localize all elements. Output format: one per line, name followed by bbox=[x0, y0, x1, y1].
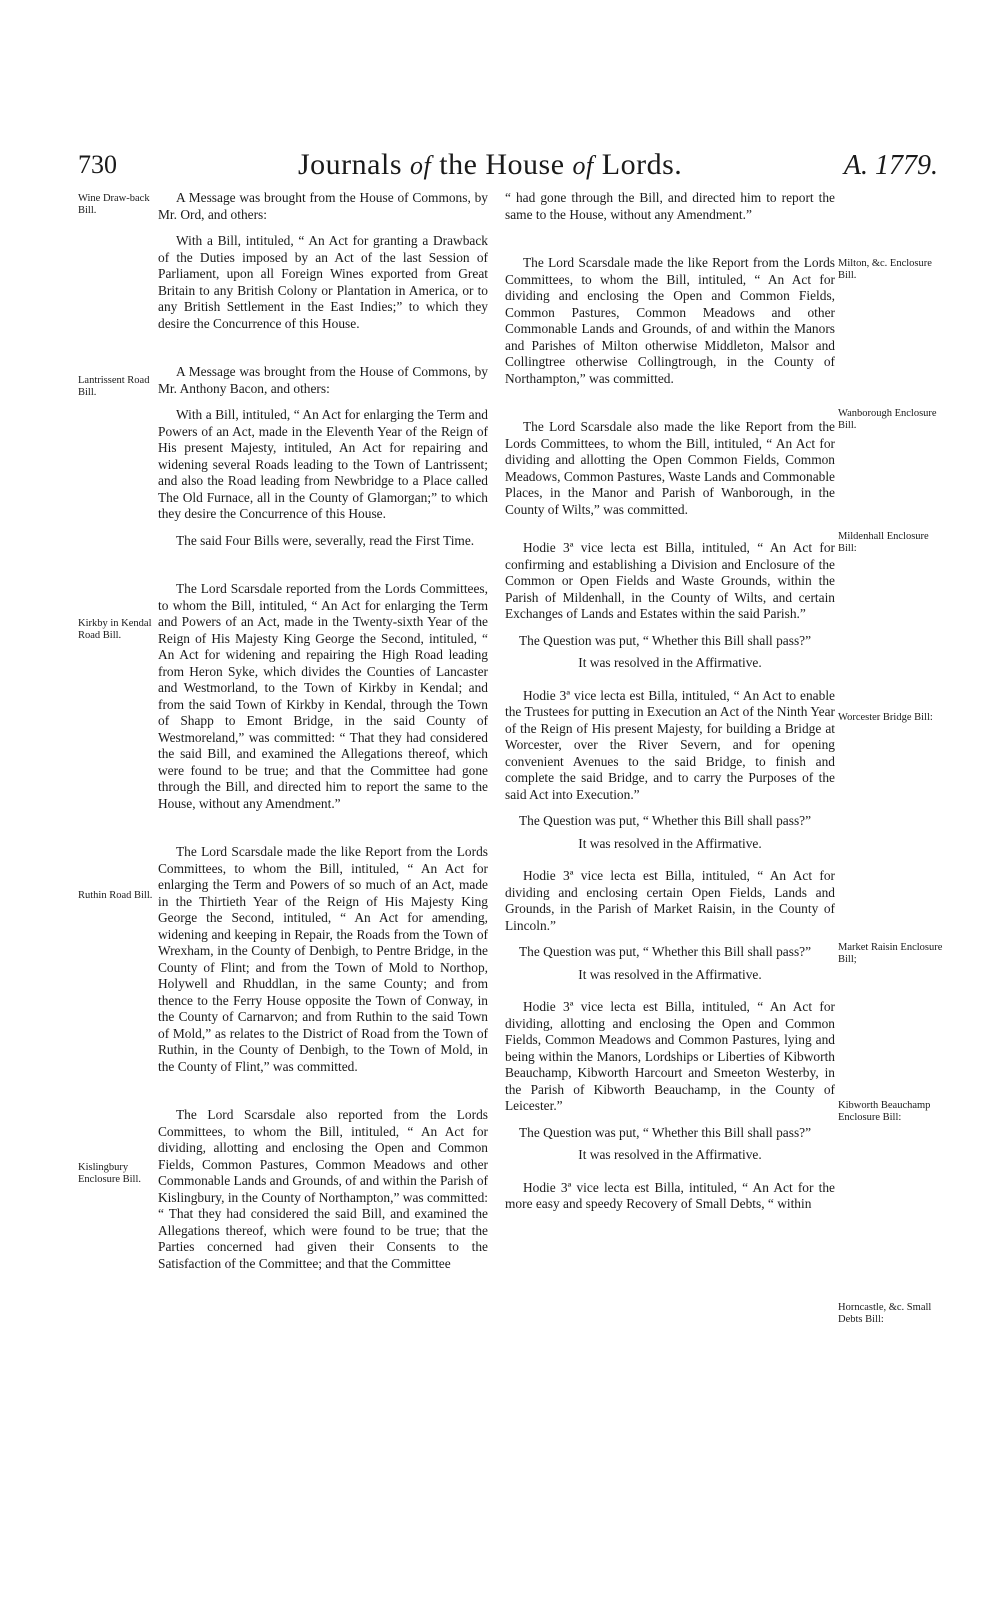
resolution-line: It was resolved in the Affirmative. bbox=[578, 655, 762, 670]
margin-note-kibworth: Kibworth Beauchamp Enclosure Bill: bbox=[838, 1100, 931, 1123]
right-column bbox=[505, 190, 835, 1223]
paragraph: With a Bill, intituled, “ An Act for granting a Drawback of the Duties imposed by an Act of the last Session of Parliament, upon all Foreign Wines exported from Great Britain to any British Colony or Plantation in America, or to any British Settlement in the East Indies;” to which they desire the Concurrence of this House. bbox=[158, 233, 488, 331]
paragraph: The Lord Scarsdale reported from the Lords Committees, to whom the Bill, intituled, “ An Act for enlarging the Term and Powers of an Act, made in the Twenty-sixth Year of the Reign of His Majesty King George the Second, intituled, “ An Act for widening and repairing the High Road leading from Heron Syke, which divides the Counties of Lancaster and Westmorland, to the Town of Kirkby in Kendal; and from the said Town of Kirkby in Kendal, through the Town of Shapp to Emont Bridge, in the said County of Westmoreland,” was committed: “ That they had considered the said Bill, and examined the Allegations thereof, which were found to be true; and that the Committee had gone through the Bill, and directed him to report the same to the House, without any Amendment.” bbox=[158, 581, 488, 811]
paragraph: Hodie 3ª vice lecta est Billa, intituled, “ An Act to enable the Trustees for putting in Execution an Act of the Ninth Year of the Reign of His present Majesty, for building a Bridge at Worcester, over the River Severn, and for opening convenient Avenues to the said Bridge, to finish and complete the said Bridge, and to carry the Purposes of the said Act into Execution.” bbox=[505, 687, 835, 802]
margin-note-mildenhall: Mildenhall Enclosure Bill: bbox=[838, 531, 929, 554]
question-line: The Question was put, “ Whether this Bill shall pass?” bbox=[519, 632, 812, 648]
margin-note-wine: Wine Draw-back Bill. bbox=[78, 193, 150, 216]
page-title: Journals of the House of Lords. bbox=[298, 148, 683, 181]
paragraph: A Message was brought from the House of Commons, by Mr. Ord, and others: bbox=[158, 190, 488, 222]
paragraph: “ had gone through the Bill, and directed him to report the same to the House, without any Amendment.” bbox=[505, 190, 835, 222]
paragraph: The said Four Bills were, severally, read the First Time. bbox=[176, 532, 475, 548]
margin-note-kirkby: Kirkby in Kendal Road Bill. bbox=[78, 618, 152, 641]
question-line: The Question was put, “ Whether this Bill shall pass?” bbox=[519, 813, 812, 828]
paragraph: With a Bill, intituled, “ An Act for enlarging the Term and Powers of an Act, made in the Eleventh Year of the Reign of His present Majesty, intituled, An Act for repairing and widening several Roads leading to the Town of Lantrissent; and also the Road leading from Newbridge to a Place called The Old Furnace, all in the County of Glamorgan;” to which they desire the Concurrence of this House. bbox=[158, 407, 488, 521]
page-header bbox=[78, 150, 938, 190]
journal-year: A. 1779. bbox=[843, 150, 938, 181]
margin-note-kislingbury: Kislingbury Enclosure Bill. bbox=[78, 1162, 141, 1185]
resolution-line: It was resolved in the Affirmative. bbox=[578, 966, 762, 982]
paragraph: Hodie 3ª vice lecta est Billa, intituled, “ An Act for dividing, allotting and enclosing the Open and Common Fields, Common Meadows and Common Pastures, lying and being within the Manors, Lordships or Liberties of Kibworth Beauchamp, Kibworth Harcourt and Smeeton Westerby, in the Parish of Kibworth Beauchamp, in the County of Leicester.” bbox=[505, 999, 835, 1113]
paragraph: A Message was brought from the House of Commons, by Mr. Anthony Bacon, and others: bbox=[158, 364, 488, 396]
paragraph: The Lord Scarsdale also reported from the Lords Committees, to whom the Bill, intituled, “ An Act for dividing, allotting and enclosing the Open and Common Fields, Common Pastures, Common Meadows and other Commonable Lands and Grounds, of and within the Parish of Kislingbury, in the County of Northampton,” was committed: “ That they had considered the said Bill, and examined the Allegations thereof, which were found to be true; that the Parties concerned had given their Consents to the Satisfaction of the Committee; and that the Committee bbox=[158, 1107, 488, 1271]
margin-note-milton: Milton, &c. Enclosure Bill. bbox=[838, 258, 932, 281]
resolution-line: It was resolved in the Affirmative. bbox=[578, 1147, 762, 1162]
paragraph: Hodie 3ª vice lecta est Billa, intituled, “ An Act for dividing and enclosing certain Open Fields, Lands and Grounds, in the Parish of Market Raisin, in the County of Lincoln.” bbox=[505, 868, 835, 933]
resolution-line: It was resolved in the Affirmative. bbox=[578, 835, 762, 851]
paragraph: The Lord Scarsdale made the like Report from the Lords Committees, to whom the Bill, intituled, “ An Act for enlarging the Term and Powers of so much of an Act, made in the Thirtieth Year of the Reign of His Majesty King George the Second, intituled, “ An Act for amending, widening and keeping in Repair, the Roads from the Town of Wrexham, in the County of Denbigh, to Pentre Bridge, in the County of Flint; and from the Town of Mold to Northop, Holywell and Rhuddlan, in the same County; and from thence to the Ferry House opposite the Town of Conway, in the County of Carnarvon; and from Ruthin to the said Town of Mold,” as relates to the District of Road from the Town of Ruthin, in the County of Denbigh, to the Town of Mold, in the County of Flint,” was committed. bbox=[158, 844, 488, 1074]
paragraph: Hodie 3ª vice lecta est Billa, intituled, “ An Act for the more easy and speedy Recovery of Small Debts, “ within bbox=[505, 1179, 835, 1211]
paragraph: The Lord Scarsdale also made the like Report from the Lords Committees, to whom the Bill, intituled, “ An Act for dividing and allotting the Open Common Fields, Common Meadows, Common Pastures, Waste Lands and Commonable Places, in the Manor and Parish of Wanborough, in the County of Wilts,” was committed. bbox=[505, 419, 835, 517]
question-line: The Question was put, “ Whether this Bill shall pass?” bbox=[519, 944, 812, 959]
page-number: 730 bbox=[78, 150, 117, 179]
paragraph: Hodie 3ª vice lecta est Billa, intituled, “ An Act for confirming and establishing a Division and Enclosure of the Common or Open Fields and Waste Grounds, within the Parish of Mildenhall, in the County of Wilts, and certain Exchanges of Lands and Estates within the said Parish.” bbox=[505, 540, 835, 621]
paragraph: The Lord Scarsdale made the like Report from the Lords Committees, to whom the Bill, intituled, “ An Act for dividing and enclosing the Open and Common Fields, Common Pastures, Common Meadows and other Commonable Lands and Grounds, of and within the Manors and Parishes of Milton otherwise Middleton, Malsor and Collingtree otherwise Collingtrough, in the County of Northampton,” was committed. bbox=[505, 255, 835, 386]
margin-note-worcester: Worcester Bridge Bill: bbox=[838, 712, 933, 723]
margin-note-market-raisin: Market Raisin Enclosure Bill; bbox=[838, 942, 943, 965]
question-line: The Question was put, “ Whether this Bill shall pass?” bbox=[519, 1124, 812, 1140]
left-column bbox=[158, 190, 488, 1282]
margin-note-lantrissent: Lantrissent Road Bill. bbox=[78, 375, 150, 398]
margin-note-ruthin: Ruthin Road Bill. bbox=[78, 890, 153, 901]
margin-note-wanborough: Wanborough Enclosure Bill. bbox=[838, 408, 937, 431]
margin-note-horncastle: Horncastle, &c. Small Debts Bill: bbox=[838, 1302, 932, 1325]
